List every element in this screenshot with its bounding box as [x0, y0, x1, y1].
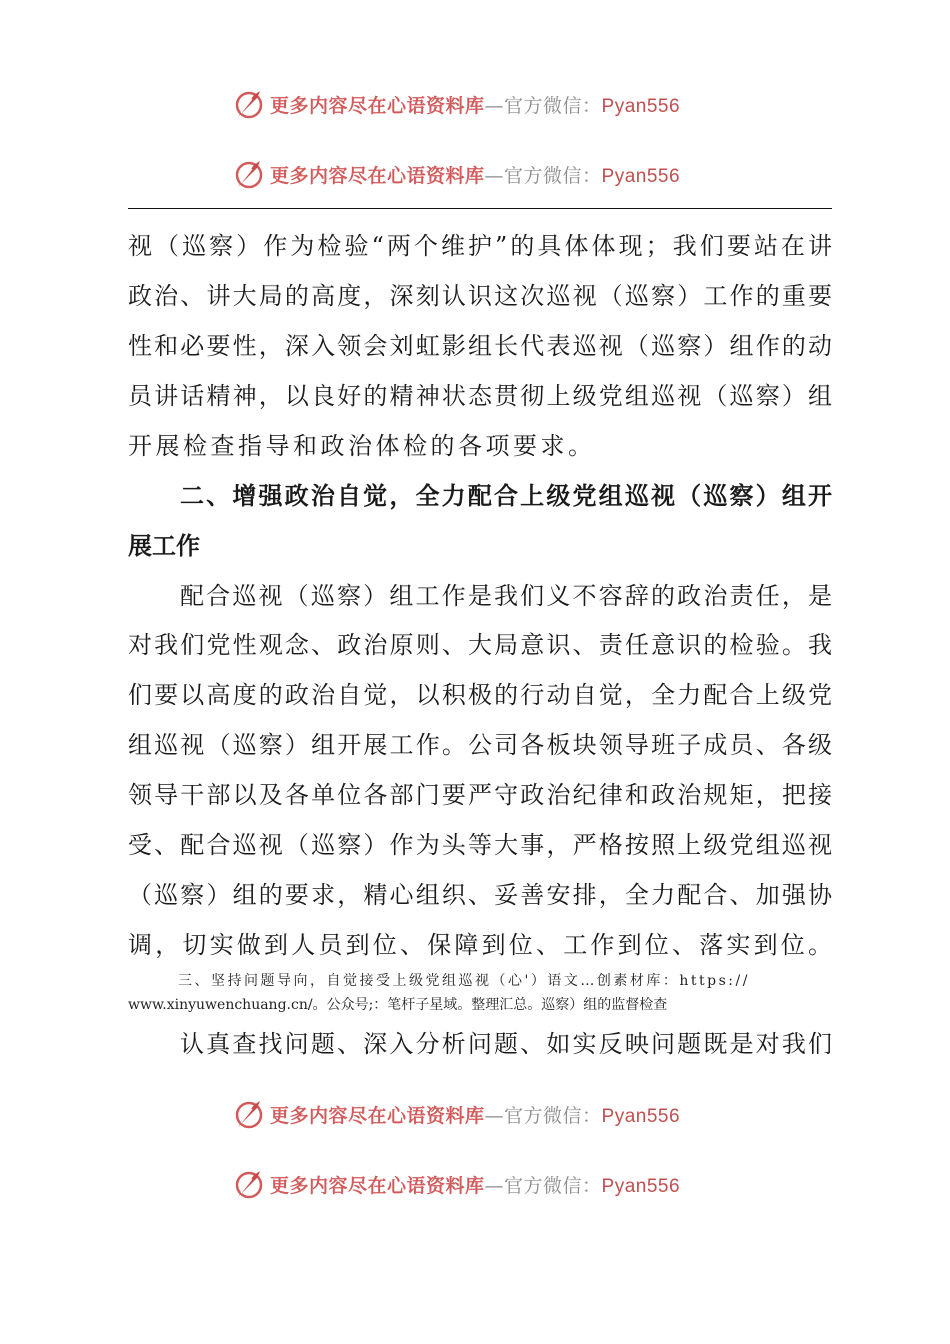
header-divider: [128, 208, 832, 209]
paragraph-line: （巡察）组的要求，精心组织、妥善安排，全力配合、加强协: [128, 881, 832, 909]
paragraph-line: 调，切实做到人员到位、保障到位、工作到位、落实到位。: [128, 931, 832, 959]
paragraph-line: 组巡视（巡察）组开展工作。公司各板块领导班子成员、各级: [128, 731, 832, 759]
paragraph-line: 认真查找问题、深入分析问题、如实反映问题既是对我们: [180, 1030, 832, 1058]
paragraph-line: 性和必要性，深入领会刘虹影组长代表巡视（巡察）组作的动: [128, 332, 832, 360]
watermark-bold-text: 更多内容尽在心语资料库: [270, 1174, 485, 1197]
quill-logo-icon: [232, 87, 266, 121]
small-text-line: 三、坚持问题导向，自觉接受上级党组巡视（心'）语文…创素材库：https://: [178, 973, 750, 989]
quill-logo-icon: [232, 1167, 266, 1201]
watermark-dash: —: [484, 164, 505, 187]
paragraph-line: 配合巡视（巡察）组工作是我们义不容辞的政治责任，是: [180, 582, 832, 610]
watermark-wechat-id: Pyan556: [601, 95, 681, 117]
watermark-rest-text: 官方微信：: [504, 1174, 602, 1197]
watermark-dash: —: [484, 1104, 505, 1127]
paragraph-line: 们要以高度的政治自觉，以积极的行动自觉，全力配合上级党: [128, 681, 832, 709]
quill-logo-icon: [232, 157, 266, 191]
paragraph-line: 领导干部以及各单位各部门要严守政治纪律和政治规矩，把接: [128, 781, 832, 809]
watermark-banner: [232, 156, 680, 192]
watermark-wechat-id: Pyan556: [601, 1105, 681, 1127]
quill-logo-icon: [232, 1097, 266, 1131]
watermark-banner: [232, 86, 680, 122]
paragraph-line: 受、配合巡视（巡察）作为头等大事，严格按照上级党组巡视: [128, 831, 832, 859]
watermark-dash: —: [484, 1174, 505, 1197]
section-heading: 二、增强政治自觉，全力配合上级党组巡视（巡察）组开: [180, 482, 832, 510]
watermark-banner: [232, 1166, 680, 1202]
watermark-bold-text: 更多内容尽在心语资料库: [270, 164, 485, 187]
paragraph-line: 员讲话精神，以良好的精神状态贯彻上级党组巡视（巡察）组: [128, 382, 832, 410]
paragraph-line: 开展检查指导和政治体检的各项要求。: [128, 432, 596, 460]
small-text-line: www.xinyuwenchuang.cn/。公众号;：笔杆子星域。整理汇总。巡察）组的监督检查: [128, 997, 668, 1013]
watermark-wechat-id: Pyan556: [601, 1175, 681, 1197]
watermark-bold-text: 更多内容尽在心语资料库: [270, 94, 485, 117]
watermark-dash: —: [484, 94, 505, 117]
section-heading: 展工作: [128, 532, 200, 560]
watermark-banner: [232, 1096, 680, 1132]
paragraph-line: 政治、讲大局的高度，深刻认识这次巡视（巡察）工作的重要: [128, 282, 832, 310]
paragraph-line: 对我们党性观念、政治原则、大局意识、责任意识的检验。我: [128, 631, 832, 659]
watermark-bold-text: 更多内容尽在心语资料库: [270, 1104, 485, 1127]
watermark-rest-text: 官方微信：: [504, 164, 602, 187]
watermark-rest-text: 官方微信：: [504, 1104, 602, 1127]
paragraph-line: 视（巡察）作为检验“两个维护”的具体体现；我们要站在讲: [128, 232, 832, 260]
watermark-wechat-id: Pyan556: [601, 165, 681, 187]
watermark-rest-text: 官方微信：: [504, 94, 602, 117]
